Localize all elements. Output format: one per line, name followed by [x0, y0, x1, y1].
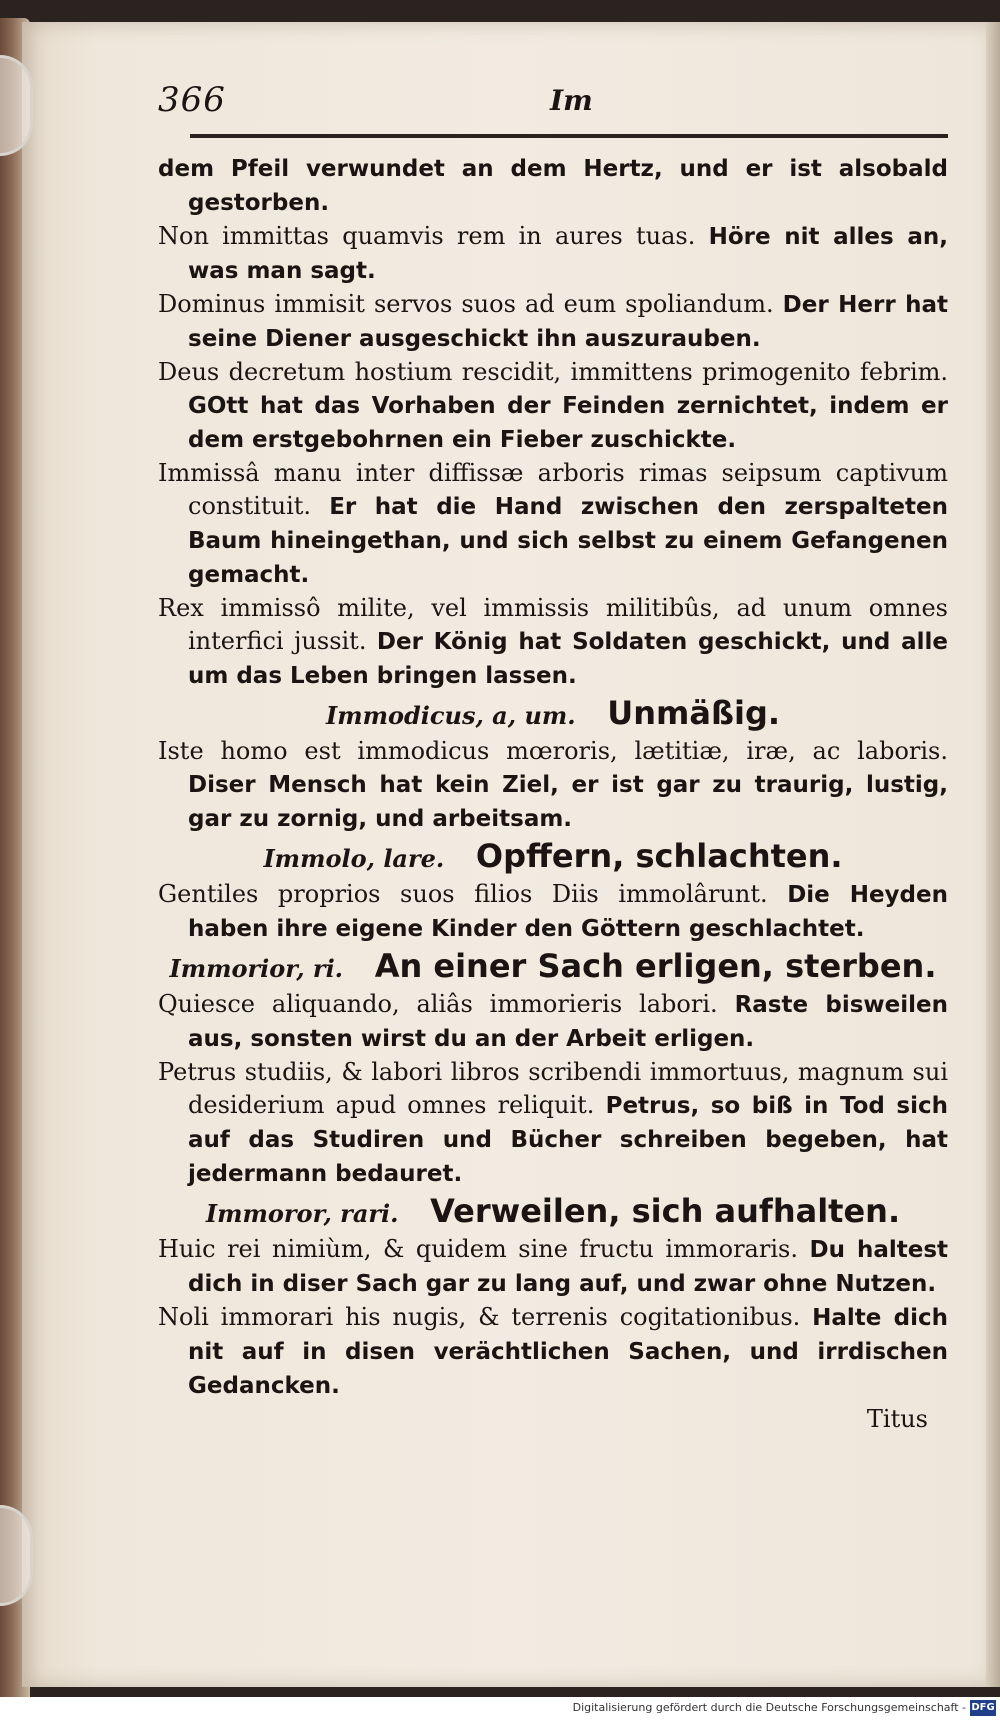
lemma-latin: Immorior, ri. — [169, 954, 344, 983]
next-page-edge — [986, 22, 1000, 1687]
lemma-heading — [158, 1192, 948, 1231]
entry — [158, 988, 948, 1056]
digitization-footer — [0, 1697, 1000, 1721]
entry-latin: Gentiles proprios suos filios Diis immolârunt. — [158, 880, 768, 908]
entry-german: Die Heyden haben ihre eigene Kinder den Göttern geschlachtet. — [188, 882, 948, 942]
lemma-german: An einer Sach erligen, sterben. — [374, 947, 937, 985]
lemma-german: Verweilen, sich aufhalten. — [430, 1192, 901, 1230]
entry — [158, 1056, 948, 1191]
entry-latin: Iste homo est immodicus mœroris, lætitiæ, iræ, ac laboris. — [158, 737, 948, 765]
entry — [158, 356, 948, 457]
entry-german: Halte dich nit auf in disen verächtlichen Sachen, und irrdischen Gedancken. — [188, 1305, 948, 1399]
entry-german: GOtt hat das Vorhaben der Feinden zernichtet, indem er dem erstgebohrnen ein Fieber zuschickte. — [188, 393, 948, 453]
lemma-heading — [158, 837, 948, 876]
lemma-heading — [158, 694, 948, 733]
entry-german: Petrus, so biß in Tod sich auf das Studiren und Bücher schreiben begeben, hat jedermann bedauret. — [188, 1093, 948, 1187]
lemma-latin: Immolo, lare. — [263, 844, 445, 873]
entry-latin: Rex immissô milite, vel immissis militibûs, ad unum omnes interfici jussit. — [158, 594, 948, 655]
page-header — [158, 80, 948, 128]
entry — [158, 1301, 948, 1403]
entry — [158, 735, 948, 836]
entry-latin: Immissâ manu inter diffissæ arboris rimas seipsum captivum constituit. — [158, 459, 948, 520]
entry — [158, 878, 948, 946]
page-number: 366 — [158, 80, 226, 120]
entry — [158, 592, 948, 693]
entry — [158, 288, 948, 356]
lemma-latin: Immodicus, a, um. — [325, 701, 576, 730]
entry — [158, 220, 948, 288]
header-rule — [190, 134, 948, 138]
entry-german: Du haltest dich in diser Sach gar zu lang auf, und zwar ohne Nutzen. — [188, 1237, 949, 1297]
entry — [158, 457, 948, 592]
lemma-latin: Immoror, rari. — [205, 1199, 399, 1228]
lemma-german: Opffern, schlachten. — [475, 837, 843, 875]
page-content — [158, 80, 948, 1436]
entry-german: Höre nit alles an, was man sagt. — [188, 224, 948, 284]
catchword-row — [158, 1403, 948, 1436]
entry-latin: Non immittas quamvis rem in aures tuas. — [158, 222, 696, 250]
lemma-heading — [158, 947, 948, 986]
entry-latin: Dominus immisit servos suos ad eum spoliandum. — [158, 290, 774, 318]
entry-latin: Quiesce aliquando, aliâs immorieris labori. — [158, 990, 718, 1018]
lemma-german: Unmäßig. — [607, 694, 781, 732]
entry-german: Raste bisweilen aus, sonsten wirst du an der Arbeit erligen. — [188, 992, 948, 1052]
dictionary-body — [158, 152, 948, 1436]
footer-credit: Digitalisierung gefördert durch die Deutsche Forschungsgemeinschaft - — [572, 1701, 966, 1714]
entry-german: Diser Mensch hat kein Ziel, er ist gar zu traurig, lustig, gar zu zornig, und arbeitsam. — [188, 772, 948, 832]
entry-german: Der König hat Soldaten geschickt, und alle um das Leben bringen lassen. — [188, 629, 949, 689]
entry-german: dem Pfeil verwundet an dem Hertz, und er ist alsobald gestorben. — [158, 156, 948, 216]
entry-latin: Noli immorari his nugis, & terrenis cogitationibus. — [158, 1303, 801, 1331]
dfg-logo-icon: DFG — [970, 1700, 996, 1716]
entry-german: Er hat die Hand zwischen den zerspalteten Baum hineingethan, und sich selbst zu einem Gefangenen gemacht. — [188, 494, 948, 588]
catchword: Titus — [866, 1405, 928, 1433]
entry-latin: Deus decretum hostium rescidit, immittens primogenito febrim. — [158, 358, 948, 386]
entry-german: Der Herr hat seine Diener ausgeschickt ihn auszurauben. — [188, 292, 948, 352]
entry — [158, 1233, 948, 1301]
entry-latin: Huic rei nimiùm, & quidem sine fructu immoraris. — [158, 1235, 798, 1263]
running-head: Im — [550, 84, 593, 117]
entry-continuation — [158, 152, 948, 220]
entry-latin: Petrus studiis, & labori libros scribendi immortuus, magnum sui desiderium apud omnes reliquit. — [158, 1058, 948, 1119]
